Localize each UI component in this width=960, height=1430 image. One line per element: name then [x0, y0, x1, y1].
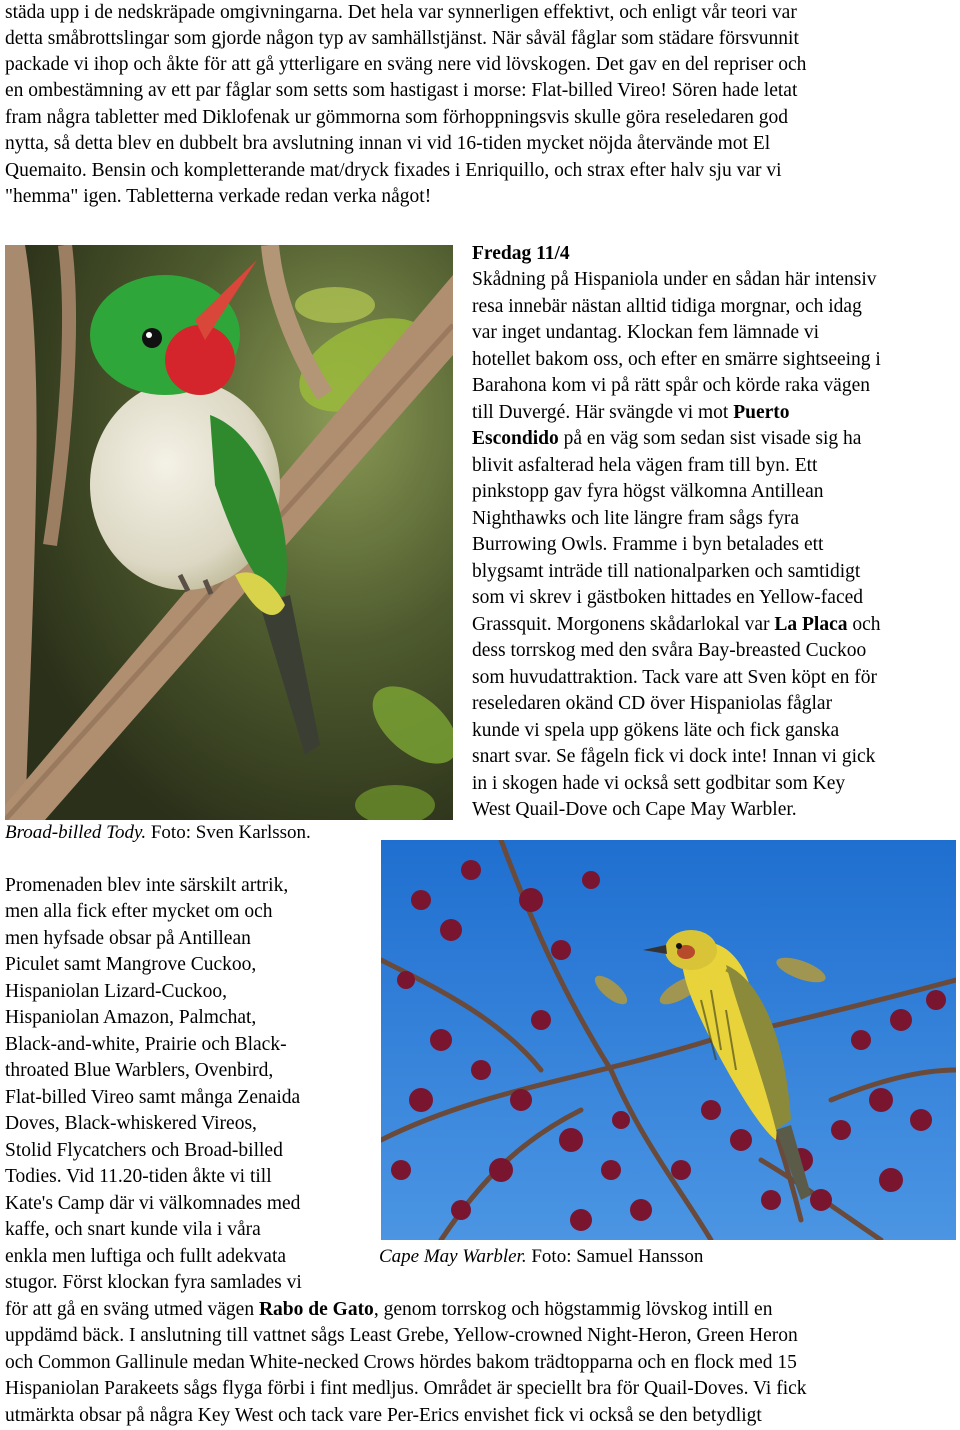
text-line: stugor. Först klockan fyra samlades vi [5, 1272, 302, 1293]
text-line: Hispaniolan Parakeets sågs flyga förbi i fint medljus. Området är speciellt bra för Quail-Doves. Vi fick [5, 1378, 807, 1399]
text-line: Todies. Vid 11.20-tiden åkte vi till [5, 1166, 272, 1187]
tody-caption [5, 822, 311, 844]
text-span: , genom torrskog och högstammig lövskog intill en [373, 1299, 773, 1320]
text-line: Hispaniolan Amazon, Palmchat, [5, 1007, 257, 1028]
place-name: Escondido [472, 428, 559, 449]
intro-line: Quemaito. Bensin och kompletterande mat/dryck fixades i Enriquillo, och strax efter halv sju var vi [5, 160, 782, 181]
day-heading: Fredag 11/4 [472, 243, 570, 264]
text-span: och [847, 614, 881, 635]
text-line: men hyfsade obsar på Antillean [5, 928, 251, 949]
intro-line: nytta, så detta blev en dubbelt bra avslutning innan vi vid 16-tiden mycket nöjda återvände mot El [5, 133, 771, 154]
text-line: Nighthawks och lite längre fram sågs fyra [472, 508, 800, 529]
cape-may-warbler-photo [381, 840, 956, 1240]
text-line: hotellet bakom oss, och efter en smärre sightseeing i [472, 349, 881, 370]
text-line [5, 1297, 772, 1323]
caption-credit: Foto: Sven Karlsson. [146, 822, 311, 843]
intro-line: fram några tabletter med Diklofenak ur gömmorna som förhoppningsvis skulle göra reseledaren god [5, 107, 789, 128]
text-line: Skådning på Hispaniola under en sådan här intensiv [472, 269, 877, 290]
text-line: pinkstopp gav fyra högst välkomna Antillean [472, 481, 824, 502]
text-line: utmärkta obsar på några Key West och tack vare Per-Erics envishet fick vi också se den betydligt [5, 1405, 762, 1426]
intro-line: städa upp i de nedskräpade omgivningarna. Det hela var synnerligen effektivt, och enligt vår teori var [5, 2, 797, 23]
tody-illustration [5, 245, 453, 820]
text-line [472, 400, 790, 426]
text-line: Promenaden blev inte särskilt artrik, [5, 875, 289, 896]
text-line: som huvudattraktion. Tack vare att Sven köpt en för [472, 667, 877, 688]
text-span: Grassquit. Morgonens skådarlokal var [472, 614, 775, 635]
text-line: snart svar. Se fågeln fick vi dock inte! Innan vi gick [472, 746, 876, 767]
text-line: enkla men luftiga och fullt adekvata [5, 1246, 287, 1267]
text-line: och Common Gallinule medan White-necked Crows hördes bakom trädtopparna och en flock med 15 [5, 1352, 797, 1373]
text-line: dess torrskog med den svåra Bay-breasted Cuckoo [472, 640, 867, 661]
text-span: för att gå en sväng utmed vägen [5, 1299, 259, 1320]
text-line: Barahona kom vi på rätt spår och körde raka vägen [472, 375, 870, 396]
caption-credit: Foto: Samuel Hansson [526, 1246, 704, 1267]
warbler-caption [379, 1246, 703, 1268]
text-line: men alla fick efter mycket om och [5, 901, 273, 922]
intro-line: "hemma" igen. Tabletterna verkade redan verka något! [5, 186, 432, 207]
text-line: West Quail-Dove och Cape May Warbler. [472, 799, 797, 820]
text-line: uppdämd bäck. I anslutning till vattnet sågs Least Grebe, Yellow-crowned Night-Heron, Green Heron [5, 1325, 798, 1346]
text-line: blygsamt inträde till nationalparken och samtidigt [472, 561, 861, 582]
text-line: Piculet samt Mangrove Cuckoo, [5, 954, 257, 975]
caption-species: Cape May Warbler. [379, 1246, 527, 1267]
place-name: Puerto [733, 402, 790, 423]
text-span: på en väg som sedan sist visade sig ha [558, 428, 862, 449]
place-name: La Placa [774, 614, 848, 635]
text-line: som vi skrev i gästboken hittades en Yellow-faced [472, 587, 864, 608]
text-line: Doves, Black-whiskered Vireos, [5, 1113, 257, 1134]
text-line: resa innebär nästan alltid tidiga morgnar, och idag [472, 296, 862, 317]
place-name: Rabo de Gato [258, 1299, 374, 1320]
text-span: till Duvergé. Här svängde vi mot [472, 402, 734, 423]
text-line: Black-and-white, Prairie och Black- [5, 1034, 287, 1055]
text-line: reseledaren okänd CD över Hispaniolas fåglar [472, 693, 833, 714]
text-line: kaffe, och snart kunde vila i våra [5, 1219, 261, 1240]
text-line [472, 426, 861, 452]
intro-line: packade vi ihop och åkte för att gå ytterligare en sväng nere vid lövskogen. Det gav en del repriser och [5, 54, 807, 75]
text-line: in i skogen hade vi också sett godbitar som Key [472, 773, 846, 794]
text-line: Kate's Camp där vi välkomnades med [5, 1193, 301, 1214]
caption-species: Broad-billed Tody. [5, 822, 147, 843]
text-line: Flat-billed Vireo samt många Zenaida [5, 1087, 301, 1108]
text-line: Stolid Flycatchers och Broad-billed [5, 1140, 283, 1161]
broad-billed-tody-photo [5, 245, 453, 820]
text-line [472, 612, 881, 638]
text-line: kunde vi spela upp gökens läte och fick ganska [472, 720, 840, 741]
text-line: Burrowing Owls. Framme i byn betalades ett [472, 534, 824, 555]
intro-line: detta småbrottslingar som gjorde någon typ av samhällstjänst. När såväl fåglar som städare försvunnit [5, 28, 799, 49]
warbler-illustration [381, 840, 956, 1240]
text-line: Hispaniolan Lizard-Cuckoo, [5, 981, 228, 1002]
intro-line: en ombestämning av ett par fåglar som setts som hastigast i morse: Flat-billed Vireo! Sören hade letat [5, 80, 798, 101]
text-line: var inget undantag. Klockan fem lämnade vi [472, 322, 820, 343]
text-line: throated Blue Warblers, Ovenbird, [5, 1060, 274, 1081]
text-line: blivit asfalterad hela vägen fram till byn. Ett [472, 455, 818, 476]
